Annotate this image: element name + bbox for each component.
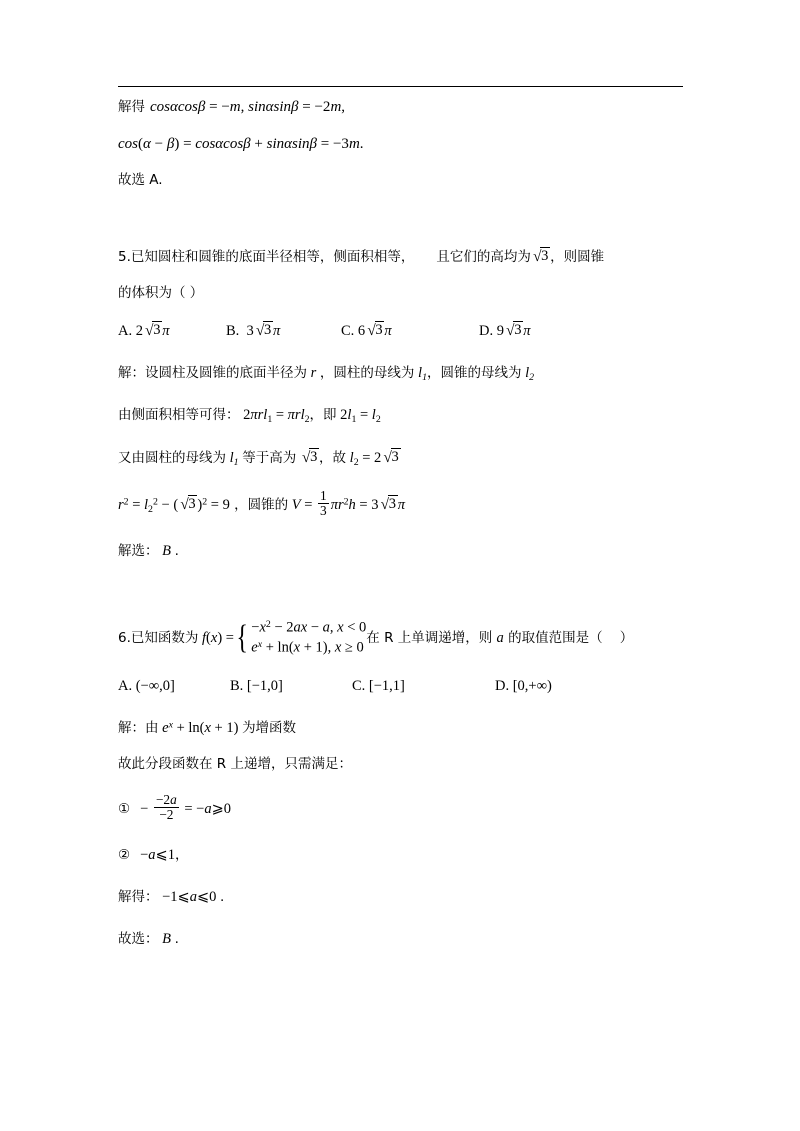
spacer-3 <box>118 560 688 594</box>
q5-choice-b[interactable]: B. 3 √3 π <box>226 321 281 339</box>
q4-solve-prefix: 解得 <box>118 99 145 115</box>
q6-number: 6. <box>118 630 131 647</box>
q6-solution-line-3: 解得： −1⩽a⩽0 . <box>118 889 225 906</box>
q5-answer-line: 解选： B . <box>118 543 179 560</box>
q6-choice-d[interactable]: D. [0,+∞) <box>495 678 552 695</box>
q5-solution-line-1: 解：设圆柱及圆锥的底面半径为 r ，圆柱的母线为 $l_1$，圆锥的母线为 $l_2$ <box>118 364 535 383</box>
q6-choice-c[interactable]: C. [−1,1] <box>352 678 405 695</box>
q5-choice-c[interactable]: C. 6 √3 π <box>341 321 392 339</box>
q5-stem-line-1 <box>118 245 688 266</box>
q5-stem-part1: 已知圆柱和圆锥的底面半径相等，侧面积相等， <box>130 249 415 265</box>
q5-stem-part3: ，则圆锥 <box>550 249 605 265</box>
spacer-1 <box>118 187 688 221</box>
q6-choice-b[interactable]: B. [−1,0] <box>230 678 283 695</box>
q5-stem-part2: 且它们的高均为 <box>436 249 531 265</box>
q6-choice-a[interactable]: A. (−∞,0] <box>118 678 175 695</box>
q6-condition-1: ① − $\frac{-2a}{-2}$ = −a⩾0 <box>118 791 232 823</box>
q4-solution-line-1: 解得 cosαcosβ = −m, sinαsinβ = −2m, <box>118 99 346 115</box>
q6-stem-line-1: 6.已知函数为 f(x) = { $-x^2 - 2ax - a$, x < 0 $e^x + \ln(x + 1)$, x ≥ 0 在 R 上单调递增，则 a 的取值范围是（ ） <box>118 618 688 658</box>
q6-case-1: $-x^2 - 2ax - a$, x < 0 <box>251 619 367 636</box>
q4-answer-line: 故选 A. <box>118 171 163 188</box>
q5-stem-line-2: 的体积为（ ） <box>118 285 204 301</box>
q6-condition-2: ② −a⩽1， <box>118 847 189 864</box>
q5-number: 5. <box>118 249 131 265</box>
q5-choices <box>118 322 688 340</box>
q6-solution-line-2: 故此分段函数在 R 上递增，只需满足： <box>118 756 352 773</box>
q6-condition-2-marker: ② <box>118 847 131 864</box>
spacer-4 <box>118 594 688 618</box>
q5-sqrt3: √3 <box>533 248 549 265</box>
q5-choice-d[interactable]: D. 9 √3 π <box>479 321 531 339</box>
q6-piecewise: { $-x^2 - 2ax - a$, x < 0 $e^x + \ln(x + 1)$, x ≥ 0 <box>234 618 366 658</box>
q5-solution-line-3: 又由圆柱的母线为 $l_1$ 等于高为 √3 ，故 $l_2 = 2$ √3 <box>118 449 399 468</box>
q5-solution-line-2: 由侧面积相等可得： 2πrl$_1$ = πrl$_2$，即 $2l_1 = l_2$ <box>118 407 381 425</box>
q6-solution-line-1: 解：由 $e^x + \ln(x + 1)$ 为增函数 <box>118 719 297 737</box>
q5-choice-a[interactable]: A. 2 √3 π <box>118 321 170 339</box>
header-rule <box>118 86 683 87</box>
q6-case-2: $e^x + \ln(x + 1)$, x ≥ 0 <box>251 639 364 656</box>
q6-stem-post: 在 R 上单调递增，则 a 的取值范围是（ ） <box>366 630 634 647</box>
spacer-2 <box>118 221 688 245</box>
q5-solution-line-4: $r^2 = l_2^2$ − ( √3 )$^2$ = 9 ，圆锥的 V = $\frac{1}{3}$ $\pi r^2h = 3$ √3 π <box>118 487 405 519</box>
q6-choices <box>118 678 688 695</box>
q6-stem-pre: 已知函数为 <box>130 630 199 647</box>
document-content <box>118 100 688 948</box>
q4-solution-line-2: cos(α − β) = cosαcosβ + sinαsinβ = −3m. <box>118 135 364 152</box>
q6-condition-1-marker: ① <box>118 800 131 817</box>
q6-answer-line: 故选： B . <box>118 931 179 948</box>
